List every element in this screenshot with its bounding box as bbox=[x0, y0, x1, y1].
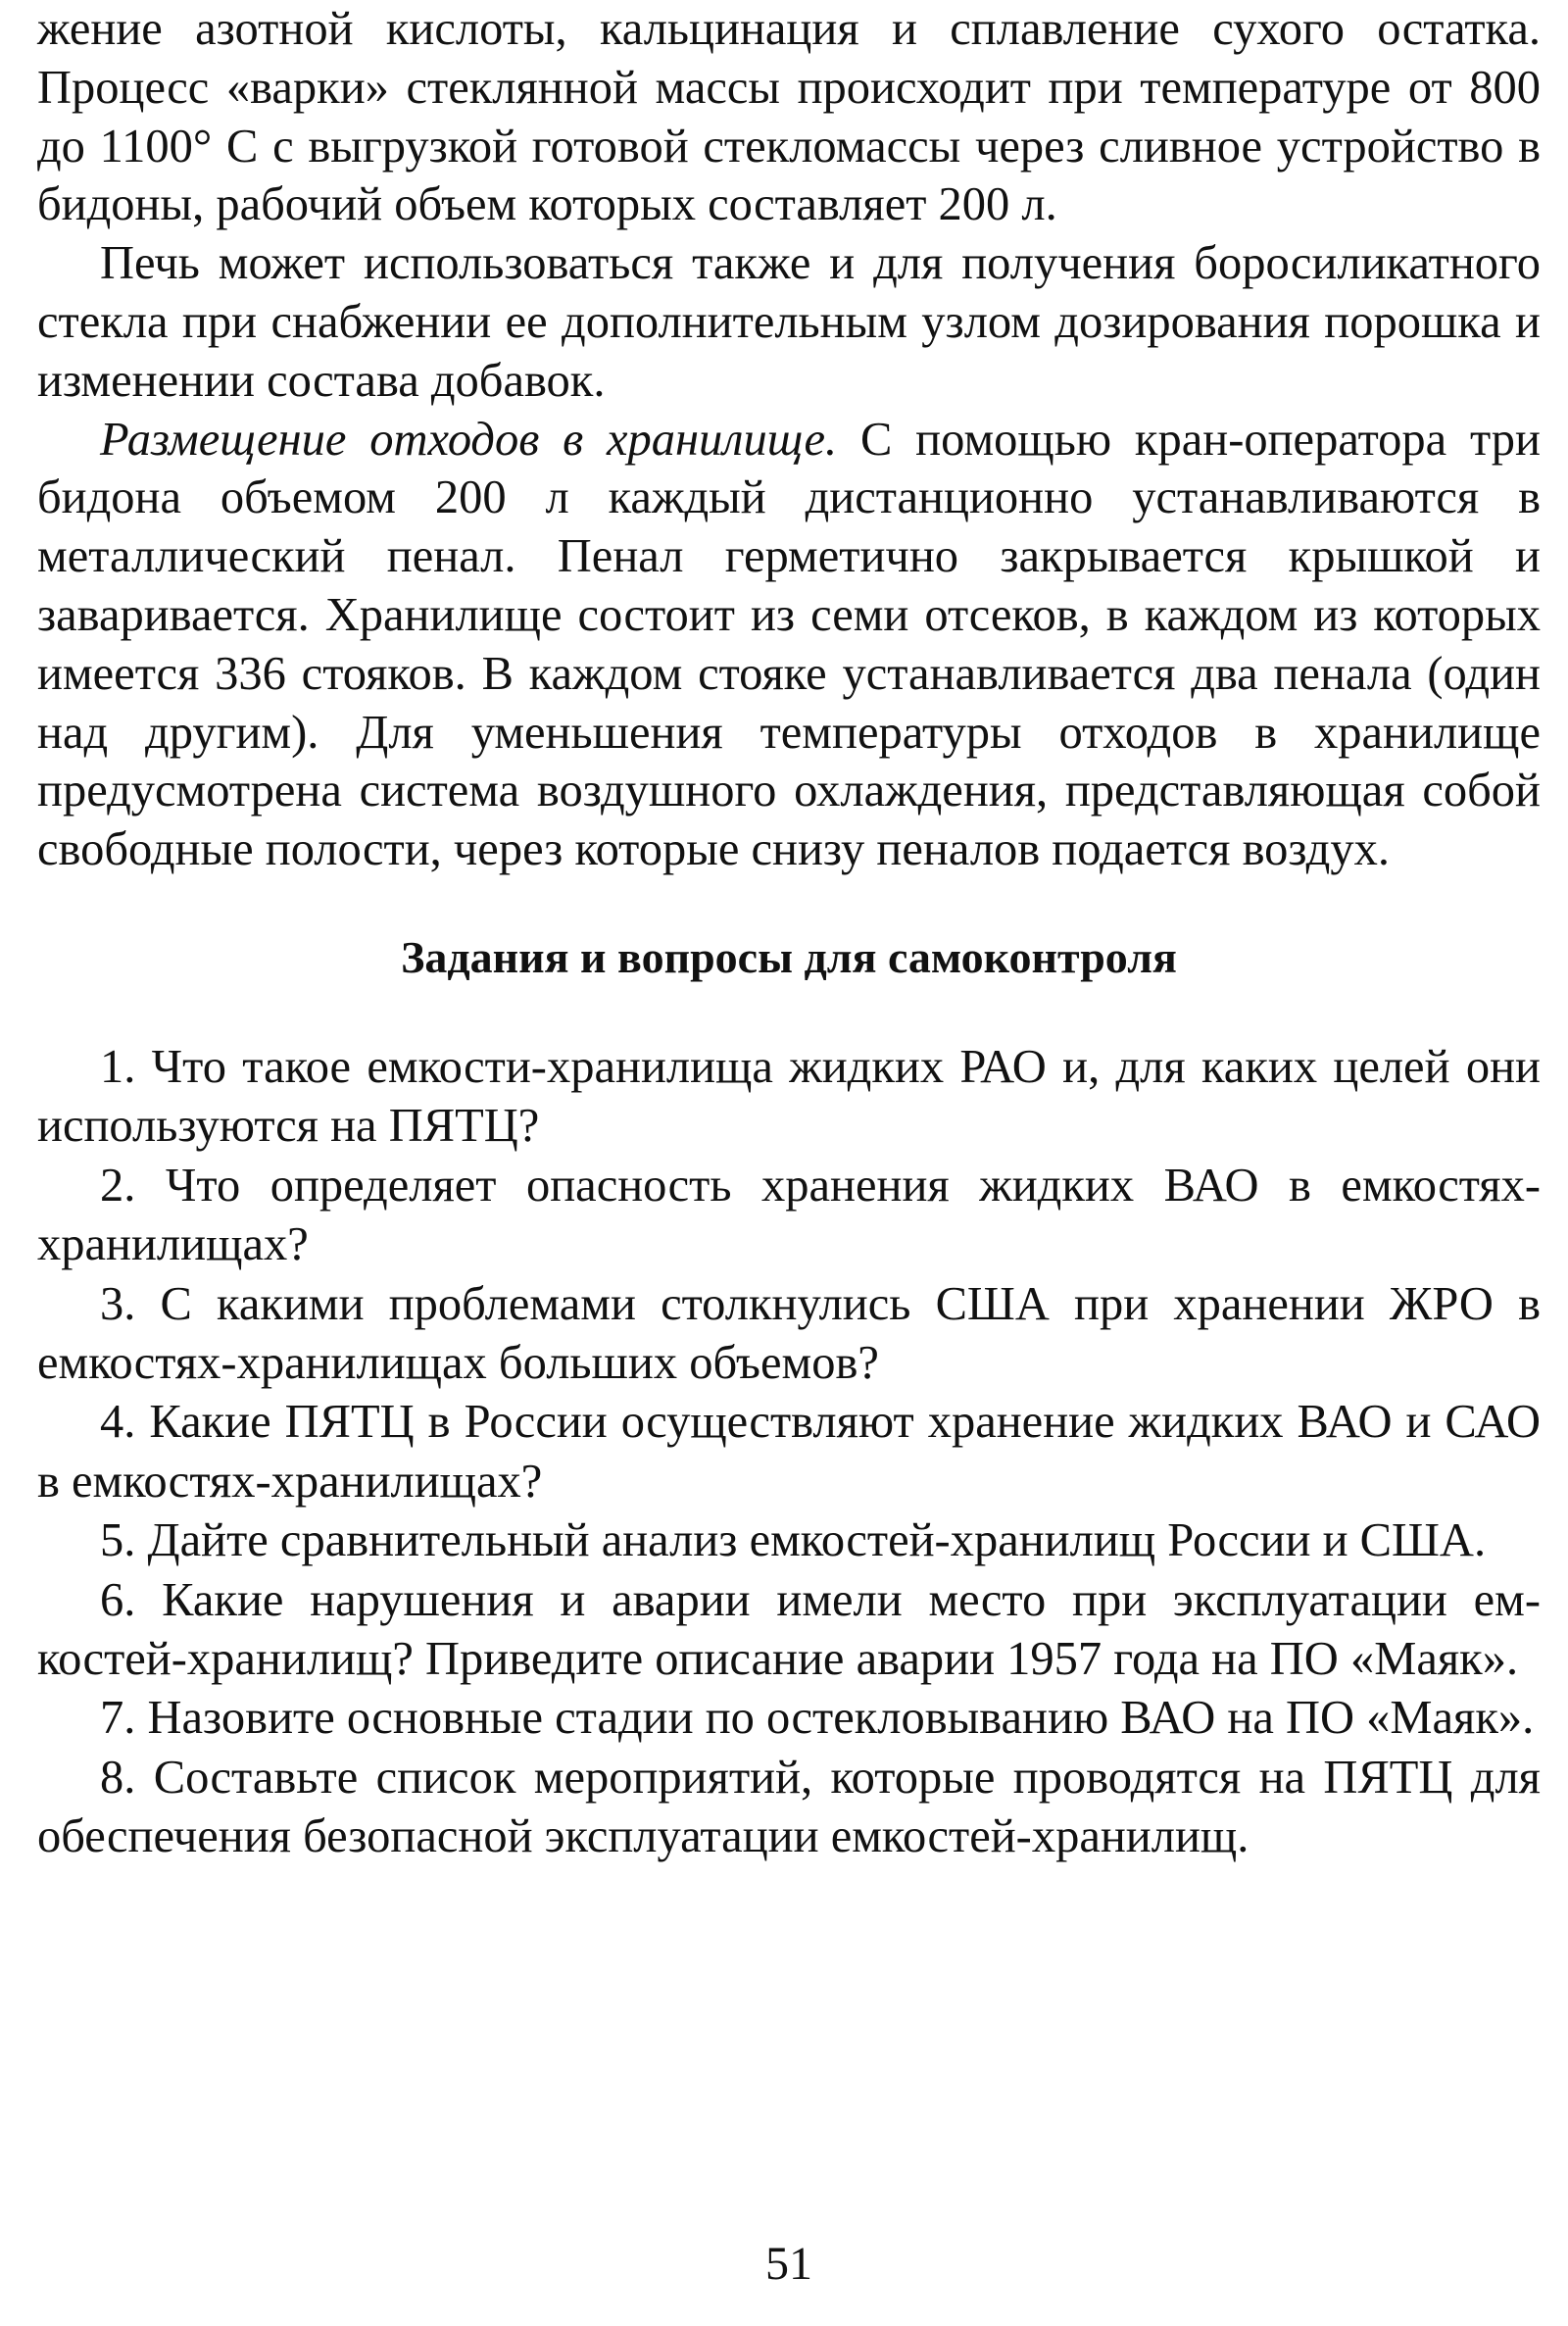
questions-list bbox=[37, 1038, 1541, 1867]
page-number: 51 bbox=[765, 2238, 812, 2290]
question-item: 7. Назовите основные стадии по остекловыванию ВАО на ПО «Маяк». bbox=[100, 1692, 1535, 1745]
question-item: 4. Какие ПЯТЦ в России осуществляют хранение жидких ВАО и САО в емкостях-хранилищах? bbox=[37, 1396, 1541, 1508]
question-item: 1. Что такое емкости-хранилища жидких РАО и, для каких целей они используются на ПЯТЦ? bbox=[37, 1040, 1541, 1153]
section-title: Задания и вопросы для самоконтроля bbox=[401, 931, 1177, 982]
question-item: 5. Дайте сравнительный анализ емкостей-хранилищ России и США. bbox=[100, 1514, 1487, 1567]
section-spacer bbox=[37, 879, 1541, 928]
question-item: 3. С какими проблемами столкнулись США при хранении ЖРО в емкостях-хранилищах больших объемов? bbox=[37, 1277, 1541, 1389]
paragraph-waste-storage bbox=[37, 411, 1541, 879]
question-item: 2. Что определяет опасность хранения жидких ВАО в емкостях-хранилищах? bbox=[37, 1159, 1541, 1271]
paragraph-body: С помощью кран-оператора три бидона объемом 200 л каждый дистанционно устанавливаются в металлический пенал. Пенал герметично закрывается крышкой и заваривается. Хранилище состоит из семи отсеков, в каждом из которых имеется 336 стояков. В каждом стояке устанавливается два пенала (один над другим). Для уменьшения температуры отходов в хранилище предусмотрена система воздушного охлаждения, представляющая собой свободные полости, через которые снизу пеналов подается воздух. bbox=[37, 413, 1541, 876]
question-item: 6. Какие нарушения и аварии имели место при эксплуатации емкостей-хранилищ? Приведите описание аварии 1957 года на ПО «Маяк». bbox=[37, 1573, 1541, 1686]
question-item: 8. Составьте список мероприятий, которые проводятся на ПЯТЦ для обеспечения безопасной эксплуатации емкостей-хранилищ. bbox=[37, 1751, 1541, 1863]
paragraph-glass-melting: жение азотной кислоты, кальцинация и сплавление сухого остатка. Процесс «варки» стеклянной массы происходит при температуре от 800 до 1100° С с выгрузкой готовой стекломассы через сливное устройство в бидоны, рабочий объем которых составляет 200 л. bbox=[37, 3, 1541, 231]
heading-spacer bbox=[37, 987, 1541, 1038]
document-page bbox=[37, 0, 1541, 2326]
paragraph-lead-italic: Размещение отходов в хранилище. bbox=[100, 413, 838, 466]
paragraph-borosilicate: Печь может использоваться также и для получения боросиликатного стекла при снабжении ее дополнительным узлом дозирования порошка и изменении состава добавок. bbox=[37, 237, 1541, 407]
